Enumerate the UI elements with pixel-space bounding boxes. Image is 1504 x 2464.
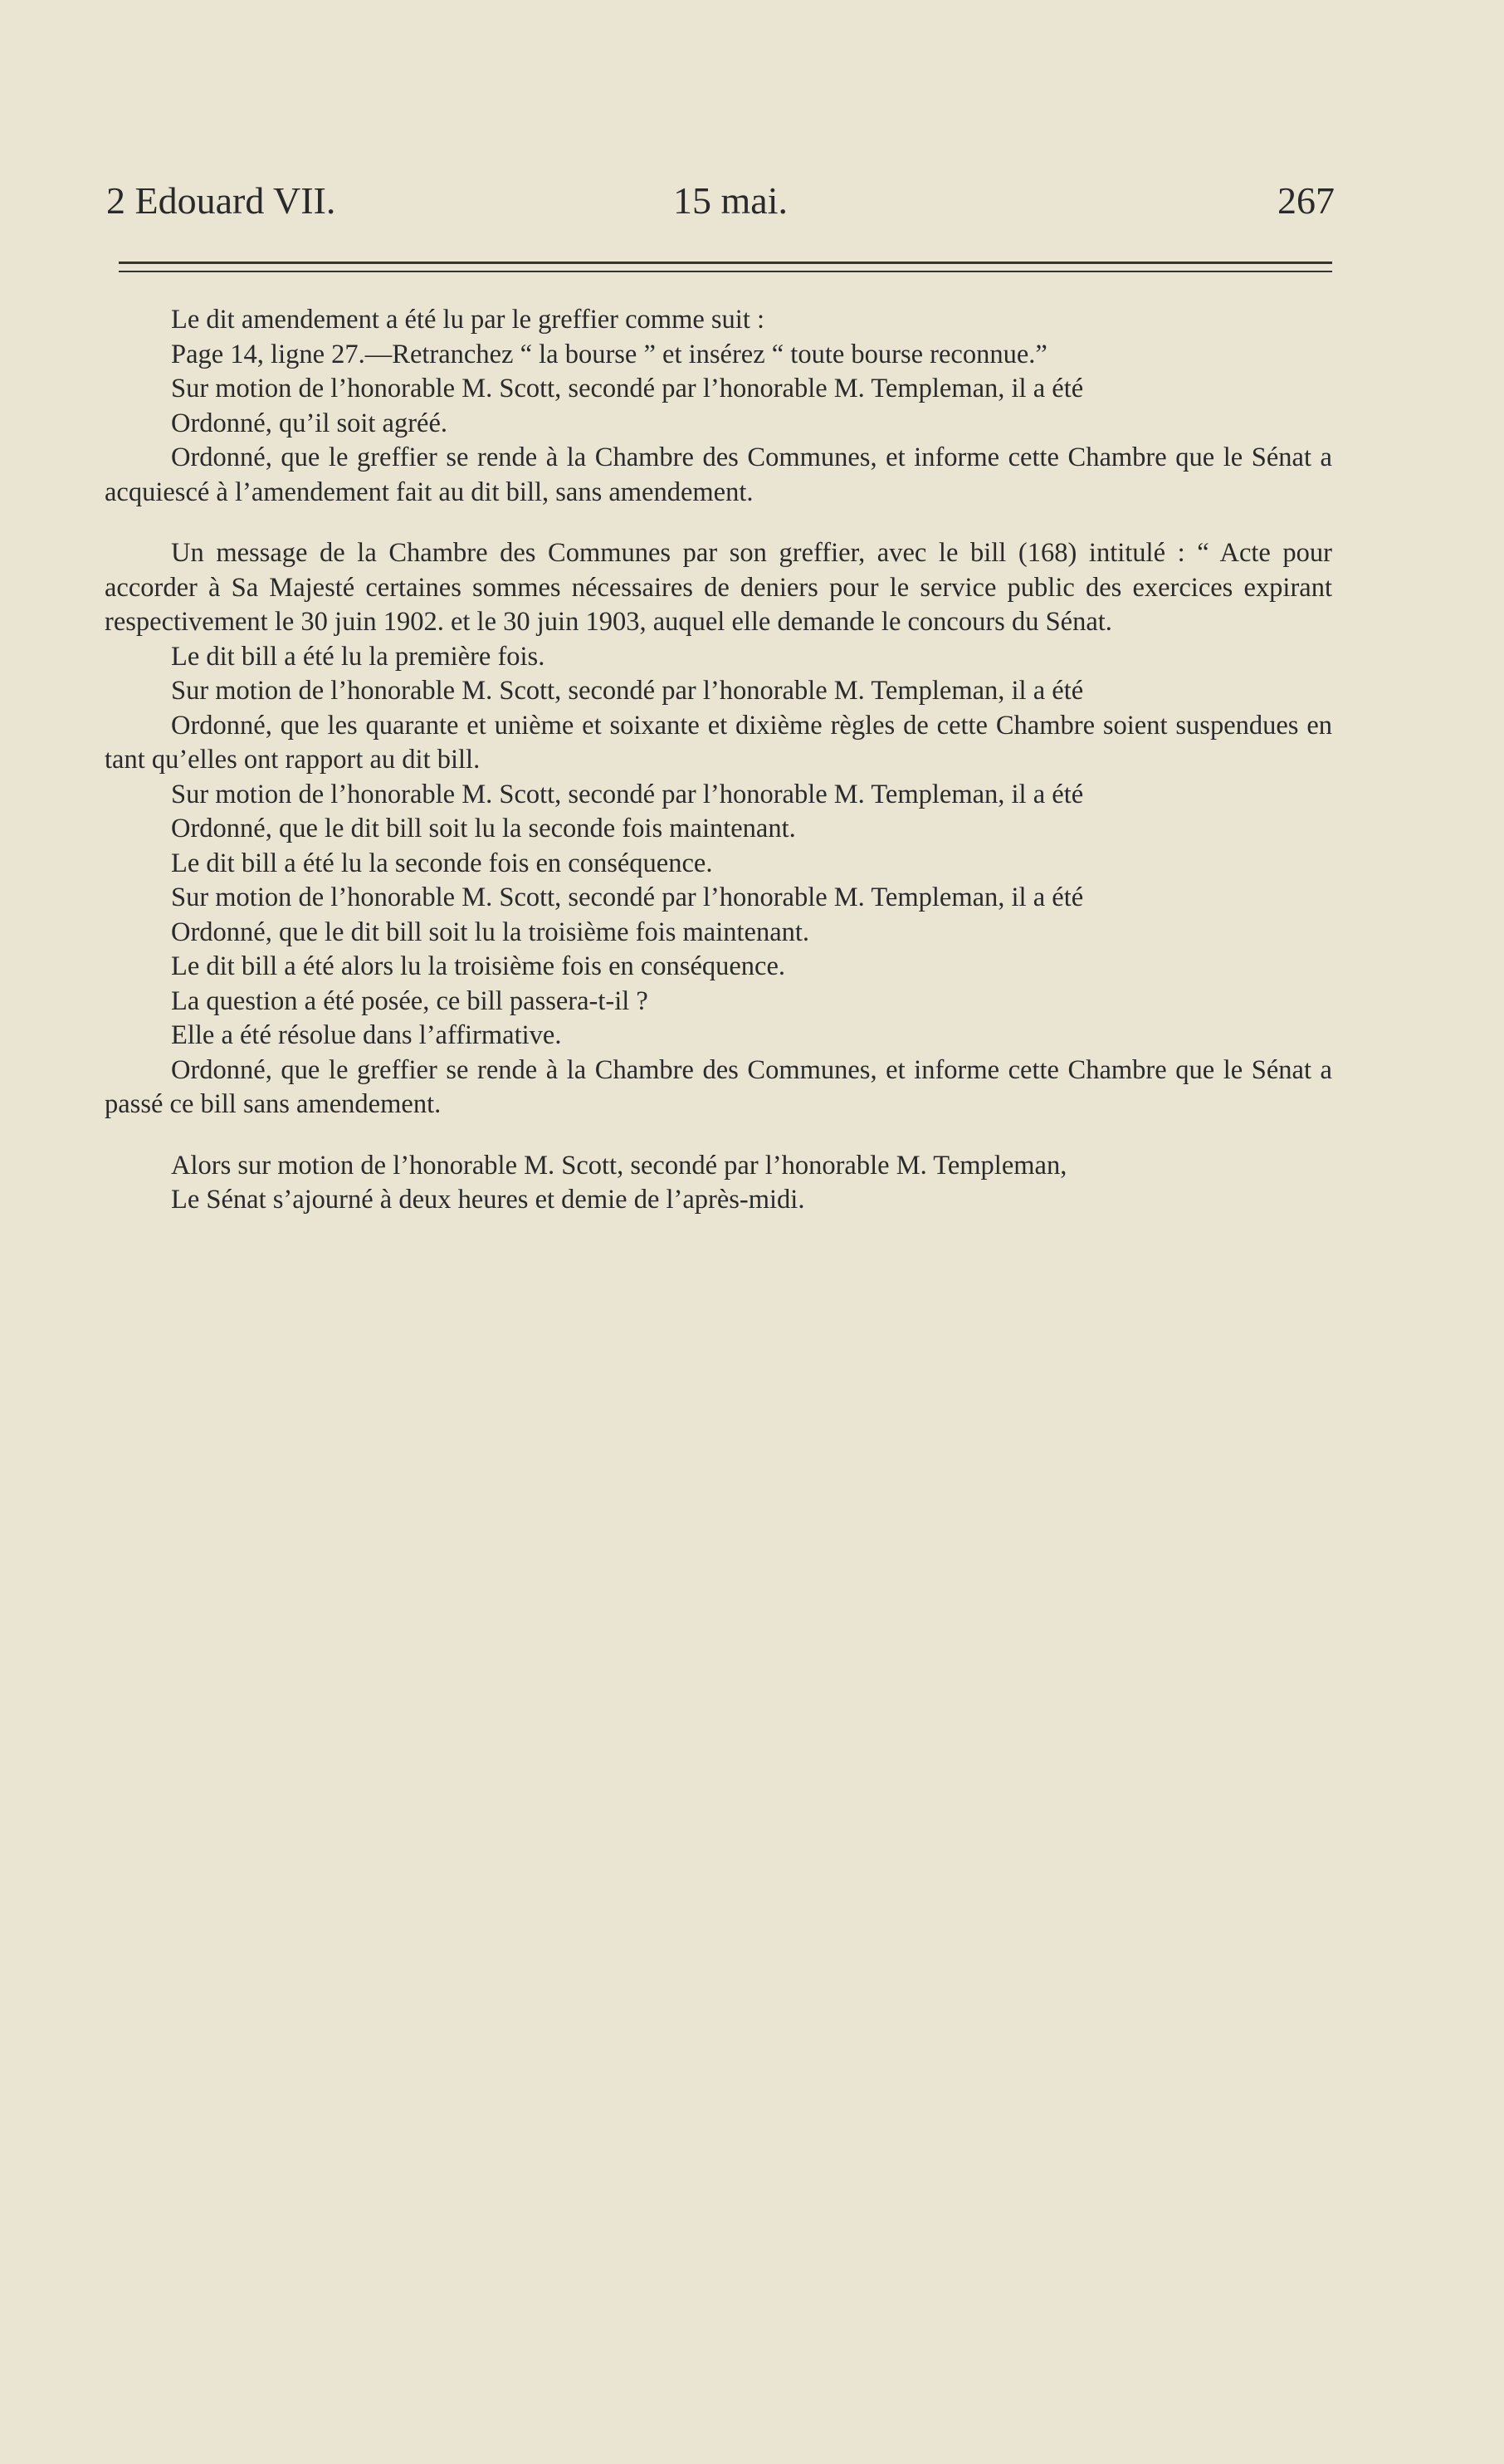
paragraph: Le dit bill a été lu la première fois. <box>171 641 545 672</box>
paragraph: Ordonné, que le dit bill soit lu la troisième fois maintenant. <box>171 917 810 947</box>
regnal-year: 2 Edouard VII. <box>106 179 336 222</box>
paragraph: Le dit bill a été lu la seconde fois en conséquence. <box>171 848 713 878</box>
paragraph: Ordonné, que le dit bill soit lu la seconde fois maintenant. <box>171 814 796 843</box>
paragraph: Elle a été résolue dans l’affirmative. <box>171 1020 562 1050</box>
paragraph: Le Sénat s’ajourné à deux heures et demie de l’après-midi. <box>171 1185 805 1215</box>
paragraph: Alors sur motion de l’honorable M. Scott, secondé par l’honorable M. Templeman, <box>171 1150 1067 1181</box>
paragraph: Sur motion de l’honorable M. Scott, secondé par l’honorable M. Templeman, il a été <box>171 374 1084 403</box>
paragraph: Sur motion de l’honorable M. Scott, secondé par l’honorable M. Templeman, il a été <box>171 676 1084 706</box>
paragraph: Ordonné, que le greffier se rende à la Chambre des Communes, et informe cette Chambre que le Sénat a acquiescé à l’amendement fait au dit bill, sans amendement. <box>105 442 1332 507</box>
paragraph: Page 14, ligne 27.—Retranchez “ la bourse ” et insérez “ toute bourse reconnue.” <box>171 339 1047 369</box>
block-gap <box>105 510 1332 536</box>
header-rule-top <box>119 262 1332 264</box>
paragraph: Un message de la Chambre des Communes par son greffier, avec le bill (168) intitulé : “ Acte pour accorder à Sa Majesté certaines sommes nécessaires de deniers pour le service public des exercices expirant respectivement le 30 juin 1902. et le 30 juin 1903, auquel elle demande le concours du Sénat. <box>105 538 1332 637</box>
paragraph: Le dit bill a été alors lu la troisième fois en conséquence. <box>171 951 786 981</box>
paragraph: Sur motion de l’honorable M. Scott, secondé par l’honorable M. Templeman, il a été <box>171 882 1084 912</box>
paragraph: Ordonné, qu’il soit agréé. <box>171 408 448 438</box>
paragraph: La question a été posée, ce bill passera-t-il ? <box>171 985 648 1016</box>
paragraph: Ordonné, que les quarante et unième et soixante et dixième règles de cette Chambre soient suspendues en tant qu’elles ont rapport au dit bill. <box>105 710 1332 775</box>
block-gap <box>105 1122 1332 1149</box>
section-adjournment <box>105 1149 1332 1218</box>
page-number: 267 <box>1277 179 1335 222</box>
paragraph: Le dit amendement a été lu par le greffier comme suit : <box>171 305 765 335</box>
header-rule-bottom <box>119 271 1332 272</box>
running-header <box>106 178 1335 228</box>
section-bill-168 <box>105 536 1332 1122</box>
journal-body <box>105 303 1332 1218</box>
paragraph: Ordonné, que le greffier se rende à la Chambre des Communes, et informe cette Chambre que le Sénat a passé ce bill sans amendement. <box>105 1054 1332 1119</box>
date-heading: 15 mai. <box>673 179 788 222</box>
section-amendment <box>105 303 1332 510</box>
paragraph: Sur motion de l’honorable M. Scott, secondé par l’honorable M. Templeman, il a été <box>171 779 1084 809</box>
